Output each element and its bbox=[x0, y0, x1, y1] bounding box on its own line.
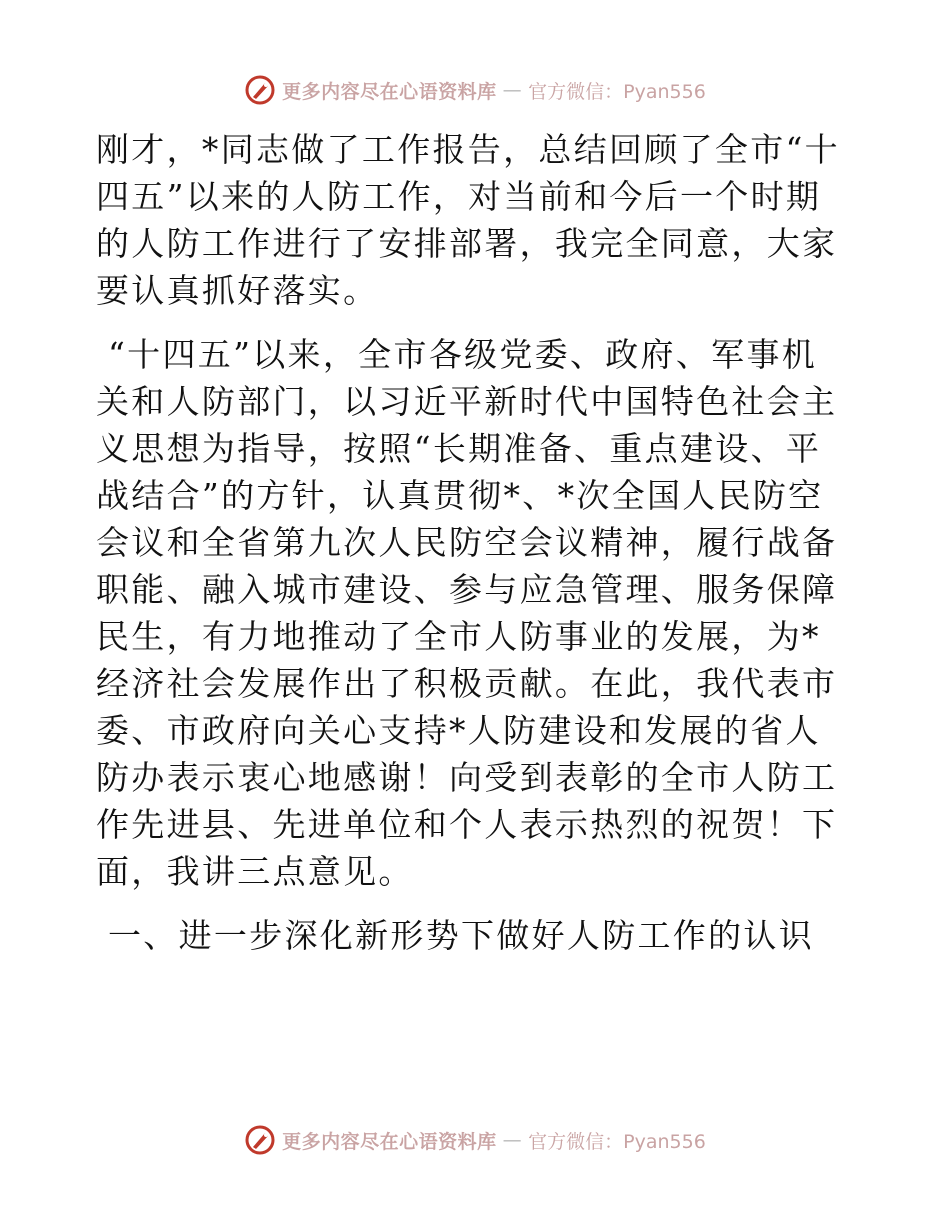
pen-nib-logo-icon bbox=[244, 74, 276, 106]
footer-banner-contact: 官方微信：Pyan556 bbox=[528, 1130, 706, 1153]
section-heading: 一、进一步深化新形势下做好人防工作的认识 bbox=[108, 916, 814, 955]
header-banner-text: 更多内容尽在心语资料库 bbox=[282, 80, 497, 103]
header-banner-separator: — bbox=[502, 79, 523, 101]
pen-nib-logo-icon bbox=[244, 1124, 276, 1156]
header-banner bbox=[0, 70, 950, 110]
header-banner-contact: 官方微信：Pyan556 bbox=[528, 80, 706, 103]
paragraph-1: 刚才，*同志做了工作报告，总结回顾了全市“十四五”以来的人防工作，对当前和今后一个时期的人防工作进行了安排部署，我完全同意，大家要认真抓好落实。 bbox=[96, 130, 840, 310]
footer-banner bbox=[0, 1120, 950, 1160]
document-body bbox=[96, 126, 852, 959]
paragraph-2: “十四五”以来，全市各级党委、政府、军事机关和人防部门，以习近平新时代中国特色社会主义思想为指导，按照“长期准备、重点建设、平战结合”的方针，认真贯彻*、*次全国人民防空会议和全省第九次人民防空会议精神，履行战备职能、融入城市建设、参与应急管理、服务保障民生，有力地推动了全市人防事业的发展，为*经济社会发展作出了积极贡献。在此，我代表市委、市政府向关心支持*人防建设和发展的省人防办表示衷心地感谢！向受到表彰的全市人防工作先进县、先进单位和个人表示热烈的祝贺！下面，我讲三点意见。 bbox=[96, 335, 838, 891]
footer-banner-text: 更多内容尽在心语资料库 bbox=[282, 1130, 497, 1153]
footer-banner-separator: — bbox=[502, 1129, 523, 1151]
